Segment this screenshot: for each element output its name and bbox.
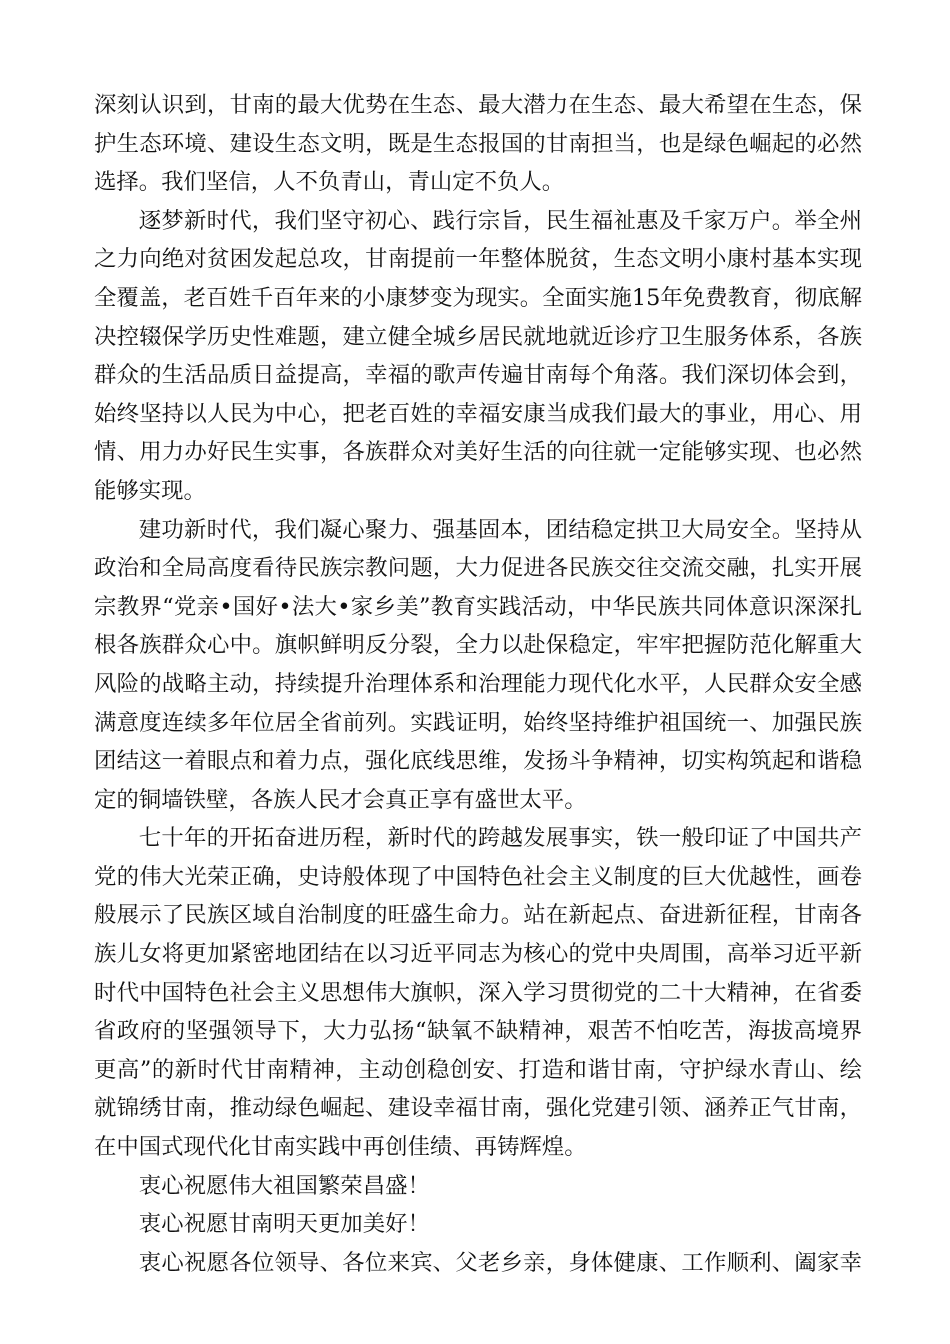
text-line: 始终坚持以人民为中心，把老百姓的幸福安康当成我们最大的事业，用心、用 xyxy=(94,400,862,427)
text-line: 宗教界“党亲•国好•法大•家乡美”教育实践活动，中华民族共同体意识深深扎 xyxy=(94,593,862,620)
text-line: 根各族群众心中。旗帜鲜明反分裂，全力以赴保稳定，牢牢把握防范化解重大 xyxy=(94,632,862,659)
text-line: 更高”的新时代甘南精神，主动创稳创安、打造和谐甘南，守护绿水青山、绘 xyxy=(94,1056,862,1083)
text-line: 省政府的坚强领导下，大力弘扬“缺氧不缺精神，艰苦不怕吃苦，海拔高境界 xyxy=(94,1018,862,1045)
text-line: 定的铜墙铁壁，各族人民才会真正享有盛世太平。 xyxy=(94,786,587,813)
text-line: 逐梦新时代，我们坚守初心、践行宗旨，民生福祉惠及千家万户。举全州 xyxy=(138,207,862,234)
text-line: 之力向绝对贫困发起总攻，甘南提前一年整体脱贫，生态文明小康村基本实现 xyxy=(94,246,862,273)
paragraph-livelihood xyxy=(94,202,862,511)
text-line: 满意度连续多年位居全省前列。实践证明，始终坚持维护祖国统一、加强民族 xyxy=(94,709,862,736)
paragraph-seventy-years xyxy=(94,819,862,1166)
text-line: 选择。我们坚信，人不负青山，青山定不负人。 xyxy=(94,169,565,196)
text-line: 风险的战略主动，持续提升治理体系和治理能力现代化水平，人民群众安全感 xyxy=(94,670,862,697)
text-line: 政治和全局高度看待民族宗教问题，大力促进各民族交往交流交融，扎实开展 xyxy=(94,555,862,582)
text-line: 护生态环境、建设生态文明，既是生态报国的甘南担当，也是绿色崛起的必然 xyxy=(94,130,862,157)
text-line: 时代中国特色社会主义思想伟大旗帜，深入学习贯彻党的二十大精神，在省委 xyxy=(94,979,862,1006)
paragraph-wish-gannan xyxy=(94,1205,862,1244)
text-line: 般展示了民族区域自治制度的旺盛生命力。站在新起点、奋进新征程，甘南各 xyxy=(94,902,862,929)
text-line: 衷心祝愿各位领导、各位来宾、父老乡亲，身体健康、工作顺利、阖家幸 xyxy=(138,1249,862,1276)
text-line: 决控辍保学历史性难题，建立健全城乡居民就地就近诊疗卫生服务体系，各族 xyxy=(94,323,862,350)
text-line: 全覆盖，老百姓千百年来的小康梦变为现实。全面实施15年免费教育，彻底解 xyxy=(94,284,862,311)
paragraph-wish-guests xyxy=(94,1244,862,1283)
paragraph-ecology-closing xyxy=(94,86,862,202)
text-line: 在中国式现代化甘南实践中再创佳绩、再铸辉煌。 xyxy=(94,1134,587,1161)
text-line: 就锦绣甘南，推动绿色崛起、建设幸福甘南，强化党建引领、涵养正气甘南， xyxy=(94,1095,862,1122)
text-line: 衷心祝愿伟大祖国繁荣昌盛！ xyxy=(138,1172,430,1199)
document-page xyxy=(94,86,862,1282)
text-line: 族儿女将更加紧密地团结在以习近平同志为核心的党中央周围，高举习近平新 xyxy=(94,941,862,968)
text-line: 七十年的开拓奋进历程，新时代的跨越发展事实，铁一般印证了中国共产 xyxy=(138,825,862,852)
text-line: 群众的生活品质日益提高，幸福的歌声传遍甘南每个角落。我们深切体会到， xyxy=(94,362,862,389)
text-line: 情、用力办好民生实事，各族群众对美好生活的向往就一定能够实现、也必然 xyxy=(94,439,862,466)
text-line: 能够实现。 xyxy=(94,477,206,504)
paragraph-wish-motherland xyxy=(94,1167,862,1206)
text-line: 建功新时代，我们凝心聚力、强基固本，团结稳定拱卫大局安全。坚持从 xyxy=(138,516,862,543)
paragraph-unity-stability xyxy=(94,511,862,820)
text-line: 深刻认识到，甘南的最大优势在生态、最大潜力在生态、最大希望在生态，保 xyxy=(94,92,862,118)
text-line: 党的伟大光荣正确，史诗般体现了中国特色社会主义制度的巨大优越性，画卷 xyxy=(94,863,862,890)
text-line: 衷心祝愿甘南明天更加美好！ xyxy=(138,1211,430,1238)
text-line: 团结这一着眼点和着力点，强化底线思维，发扬斗争精神，切实构筑起和谐稳 xyxy=(94,748,862,775)
